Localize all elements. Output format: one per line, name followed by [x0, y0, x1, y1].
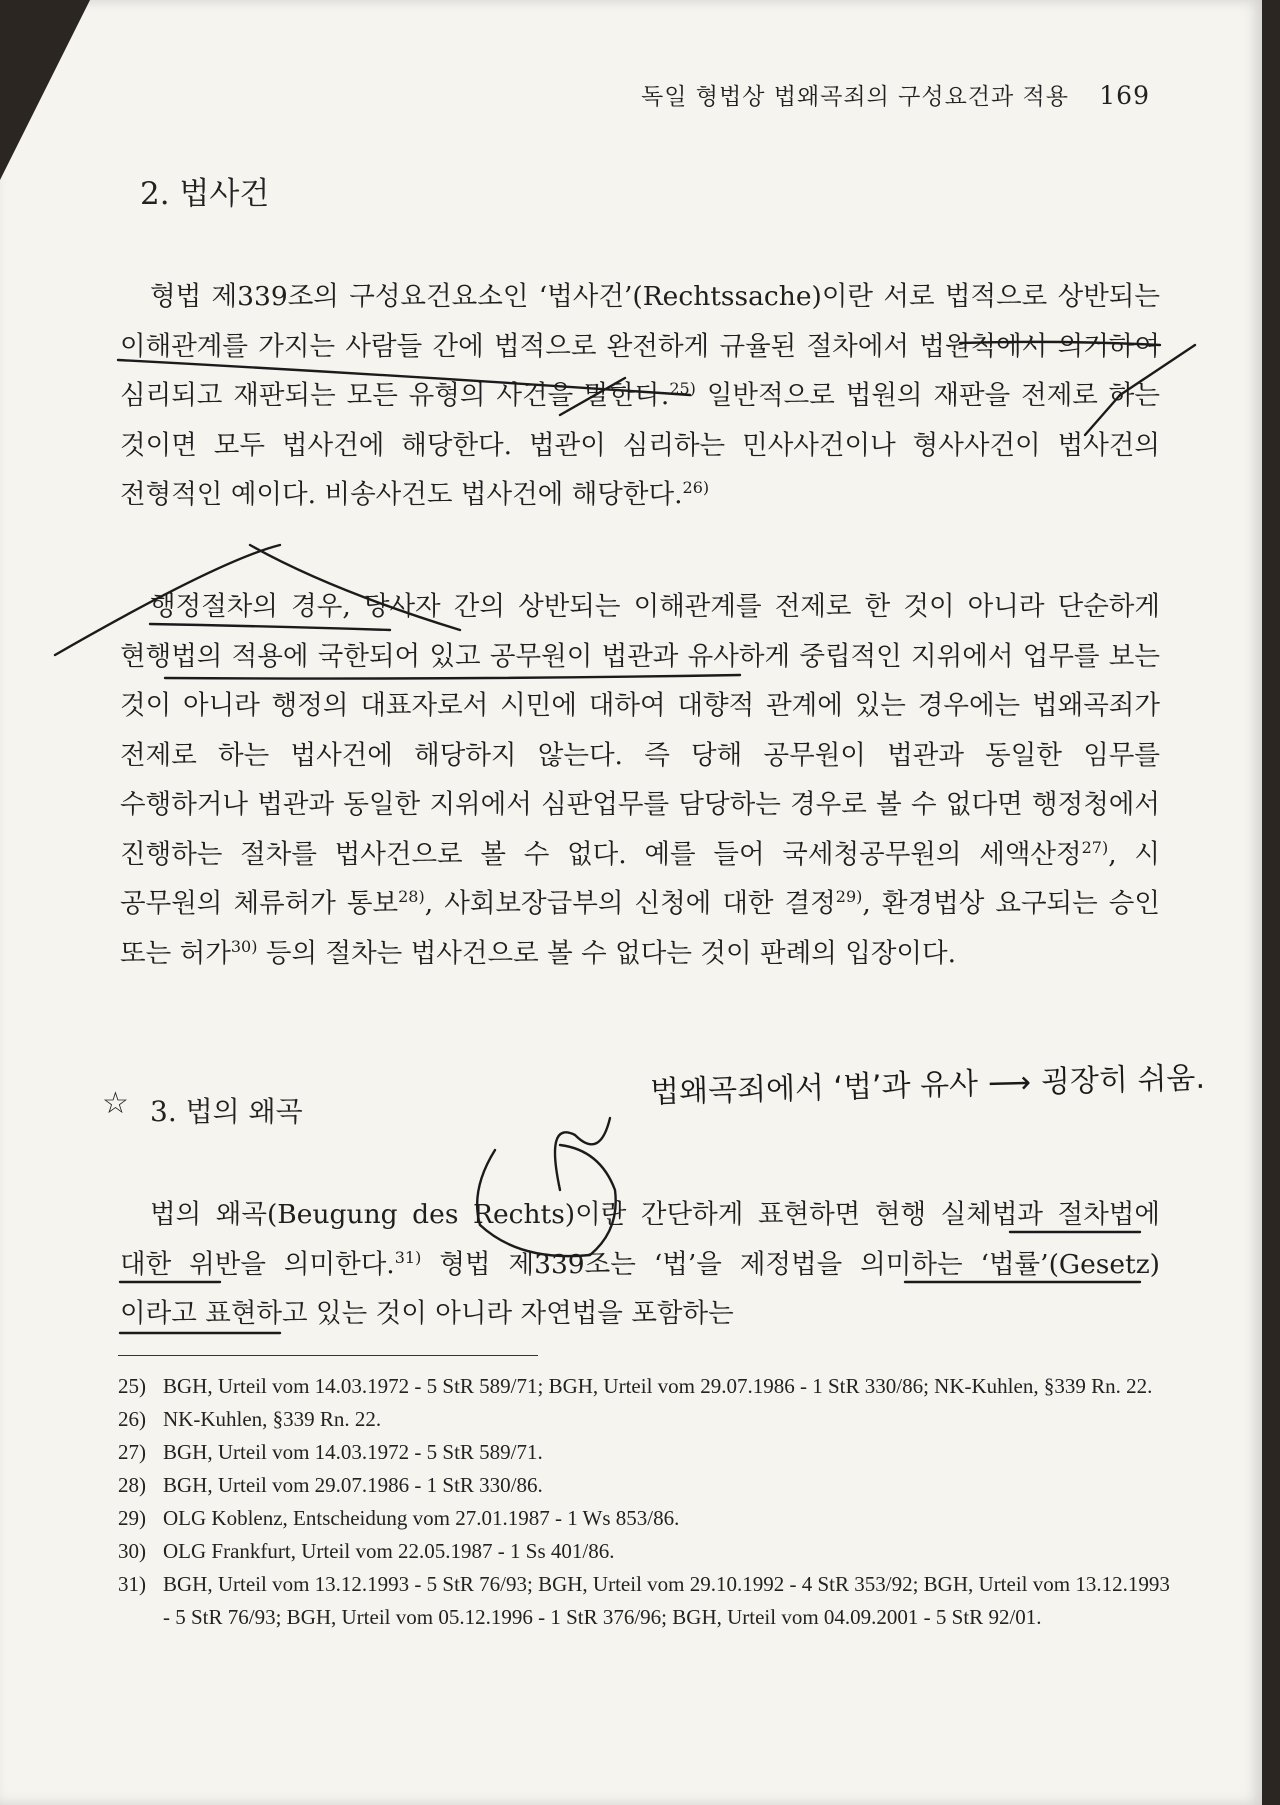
footnote-number: 25): [118, 1374, 146, 1398]
footnote-item: [118, 1370, 1178, 1403]
footnote-ref-25: 25): [669, 379, 696, 399]
p1-text-b: 일반적으로 법원의 재판을 전제로 하는 것이면 모두 법사건에 해당한다. 법관이 심리하는 민사사건이나 형사사건이 법사건의 전형적인 예이다. 비송사건도 법사건에 해당한다.: [120, 380, 1160, 510]
p2-text-c: , 사회보장급부의 신청에 대한 결정: [424, 888, 836, 919]
footnote-text: BGH, Urteil vom 14.03.1972 - 5 StR 589/71; BGH, Urteil vom 29.07.1986 - 1 StR 330/86; NK-Kuhlen, §339 Rn. 22.: [163, 1374, 1153, 1398]
paragraph-beugung: [120, 1190, 1160, 1339]
p2-text-a: 행정절차의 경우, 당사자 간의 상반되는 이해관계를 전제로 한 것이 아니라 단순하게 현행법의 적용에 국한되어 있고 공무원이 법관과 유사하게 중립적인 지위에서 업무를 보는 것이 아니라 행정의 대표자로서 시민에 대하여 대향적 관계에 있는 경우에는 법왜곡죄가 전제로 하는 법사건에 해당하지 않는다. 즉 당해 공무원이 법관과 동일한 임무를 수행하거나 법관과 동일한 지위에서 심판업무를 담당하는 경우로 볼 수 없다면 행정청에서 진행하는 절차를 법사건으로 볼 수 없다. 예를 들어 국세청공무원의 세액산정: [120, 591, 1160, 870]
footnote-number: 26): [118, 1407, 146, 1431]
p3-text-a: 법의 왜곡(Beugung des Rechts)이란 간단하게 표현하면 현행 실체법과 절차법에 대한 위반을 의미한다.: [120, 1199, 1160, 1280]
p3-text-b: 형법 제339조는 ‘법’을 제정법을 의미하는 ‘법률’(Gesetz)이라고 표현하고 있는 것이 아니라 자연법을 포함하는: [120, 1248, 1161, 1329]
footnote-item: [118, 1502, 1178, 1535]
arrow-icon: ⟶: [987, 1065, 1032, 1102]
footnote-ref-31: 31): [394, 1247, 422, 1267]
paragraph-rechtssache: [120, 272, 1160, 520]
footnote-number: 30): [118, 1539, 146, 1563]
header-title: 독일 형법상 법왜곡죄의 구성요건과 적용: [641, 84, 1069, 110]
handwritten-note-right: 굉장히 쉬움.: [1040, 1060, 1206, 1101]
p1-text-a: 형법 제339조의 구성요건요소인 ‘법사건’(Rechtssache)이란 서로 법적으로 상반되는 이해관계를 가지는 사람들 간에 법적으로 완전하게 규율된 절차에서 법원칙에서 의거하여 심리되고 재판되는 모든 유형의 사건을 말한다.: [120, 281, 1160, 411]
footnote-text: NK-Kuhlen, §339 Rn. 22.: [163, 1407, 382, 1431]
footnote-item: [118, 1436, 1178, 1469]
footnote-text: OLG Koblenz, Entscheidung vom 27.01.1987 - 1 Ws 853/86.: [163, 1506, 680, 1530]
footnote-number: 27): [118, 1440, 146, 1464]
page-number: 169: [1099, 81, 1150, 110]
footnote-text: BGH, Urteil vom 14.03.1972 - 5 StR 589/71.: [163, 1440, 543, 1464]
footnote-number: 28): [118, 1473, 146, 1497]
folded-corner: [0, 0, 90, 180]
running-header: [641, 78, 1150, 111]
footnote-ref-29: 29): [835, 887, 863, 907]
section-heading-2: 2. 법사건: [140, 176, 270, 212]
p2-text-b: , 시 공무원의 체류허가 통보: [120, 838, 1160, 919]
footnote-number: 29): [118, 1506, 146, 1530]
footnote-ref-28: 28): [398, 887, 425, 907]
footnote-ref-27: 27): [1081, 837, 1109, 857]
p2-text-d: , 환경법상 요구되는 승인 또는 허가: [120, 888, 1161, 969]
p2-text-e: 등의 절차는 법사건으로 볼 수 없다는 것이 판례의 입장이다.: [257, 937, 957, 969]
footnote-text: BGH, Urteil vom 13.12.1993 - 5 StR 76/93; BGH, Urteil vom 29.10.1992 - 4 StR 353/92; BGH, Urteil vom 13.12.1993 - 5 StR 76/93; BGH, Urteil vom 05.12.1996 - 1 StR 376/96; BGH, Urteil vom 04.09.2001 - 5 StR 92/01.: [163, 1572, 1170, 1629]
footnote-divider: [118, 1355, 538, 1356]
pen-squiggle: [555, 1118, 610, 1190]
handwritten-note-left: 법왜곡죄에서 ‘법’과 유사: [649, 1066, 979, 1111]
footnote-text: OLG Frankfurt, Urteil vom 22.05.1987 - 1 Ss 401/86.: [163, 1539, 615, 1563]
footnote-item: [118, 1403, 1178, 1436]
paragraph-administrative: [120, 582, 1160, 978]
handwritten-note: [650, 1053, 1206, 1112]
footnotes: [118, 1370, 1178, 1634]
footnote-ref-26: 26): [682, 478, 710, 498]
footnote-item: [118, 1469, 1178, 1502]
footnote-item: [118, 1535, 1178, 1568]
star-mark: ☆: [102, 1086, 129, 1121]
footnote-ref-30: 30): [230, 936, 258, 956]
footnote-number: 31): [118, 1572, 146, 1596]
footnote-text: BGH, Urteil vom 29.07.1986 - 1 StR 330/86.: [163, 1473, 543, 1497]
section-heading-3: 3. 법의 왜곡: [150, 1095, 303, 1128]
footnote-item: [118, 1568, 1178, 1634]
